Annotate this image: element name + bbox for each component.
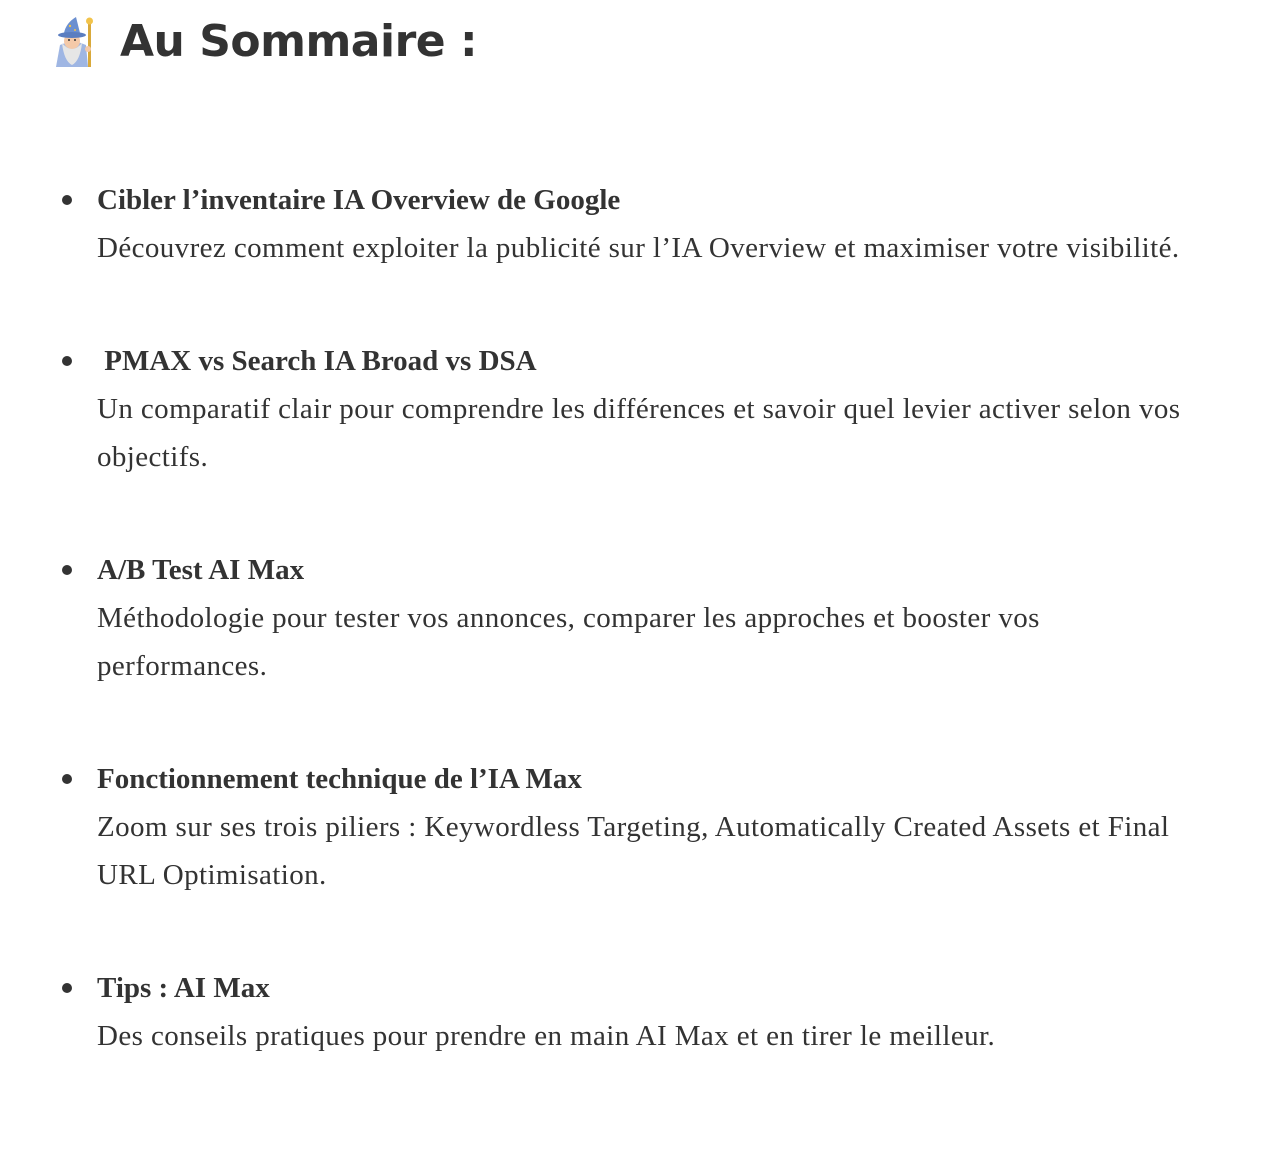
list-item (97, 337, 1207, 481)
list-item (97, 546, 1207, 690)
item-description: Un comparatif clair pour comprendre les différences et savoir quel levier activer selon vos objectifs. (97, 393, 1181, 473)
item-description: Zoom sur ses trois piliers : Keywordless Targeting, Automatically Created Assets et Final URL Optimisation. (97, 811, 1170, 891)
item-description: Des conseils pratiques pour prendre en main AI Max et en tirer le meilleur. (97, 1020, 996, 1052)
summary-header (50, 12, 477, 72)
bullet-icon (62, 195, 72, 205)
item-title: A/B Test AI Max (97, 554, 305, 586)
item-description: Méthodologie pour tester vos annonces, comparer les approches et booster vos performances. (97, 602, 1040, 682)
bullet-icon (62, 983, 72, 993)
item-title: Fonctionnement technique de l’IA Max (97, 763, 582, 795)
item-title: Tips : AI Max (97, 972, 270, 1004)
item-title: Cibler l’inventaire IA Overview de Google (97, 184, 621, 216)
list-item (97, 176, 1207, 272)
wizard-icon (50, 15, 96, 69)
bullet-icon (62, 565, 72, 575)
bullet-icon (62, 356, 72, 366)
list-item (97, 964, 1207, 1060)
bullet-icon (62, 774, 72, 784)
page-title: Au Sommaire : (120, 16, 478, 67)
item-title: PMAX vs Search IA Broad vs DSA (97, 345, 537, 377)
list-item (97, 755, 1207, 899)
item-description: Découvrez comment exploiter la publicité sur l’IA Overview et maximiser votre visibilité. (97, 232, 1180, 264)
summary-list (97, 176, 1207, 1125)
